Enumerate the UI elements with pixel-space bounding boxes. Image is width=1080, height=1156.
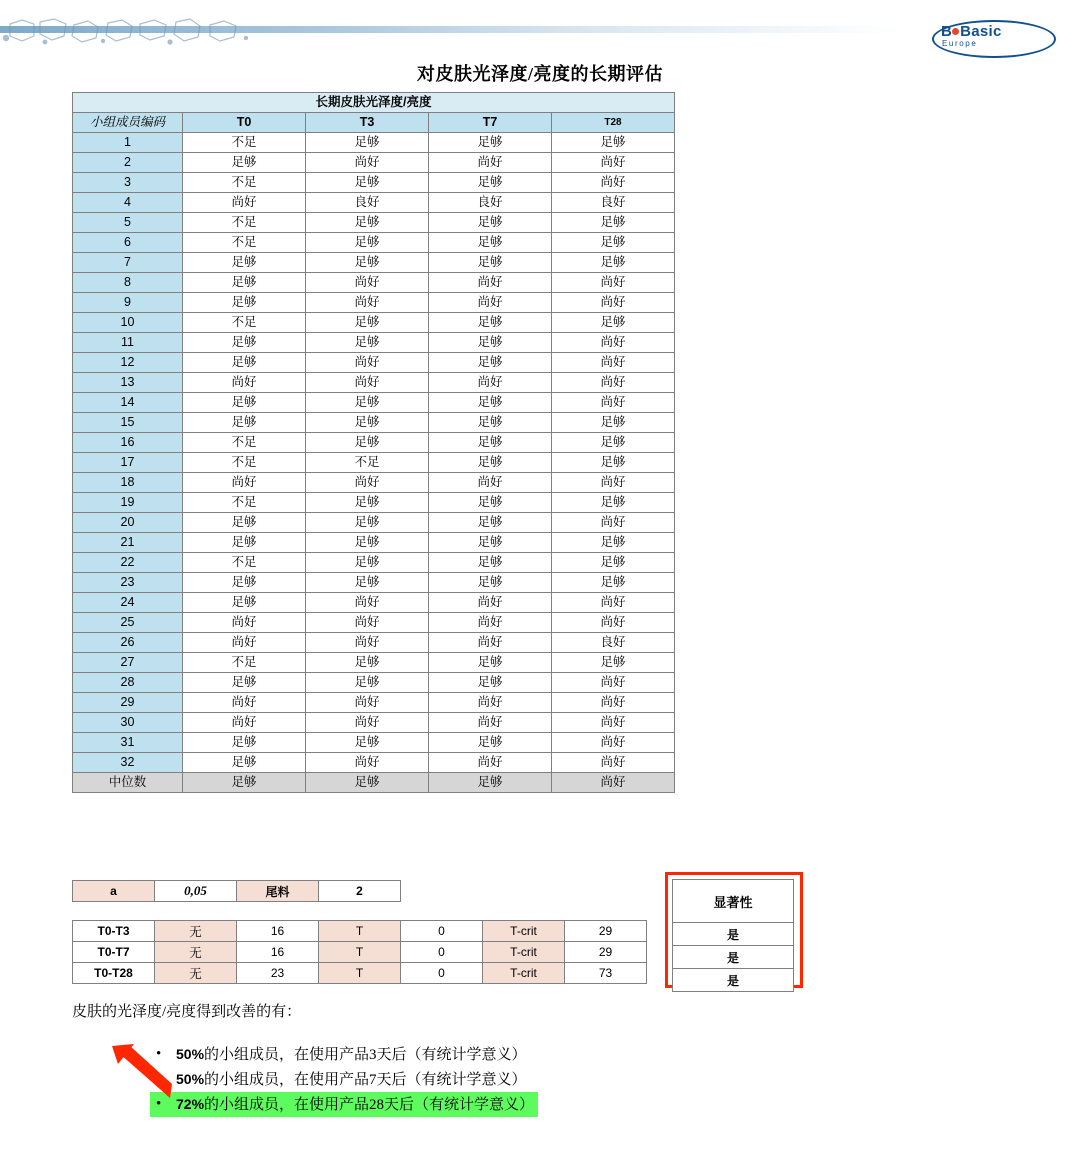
rating-cell: 足够 [552, 213, 675, 233]
median-value-cell: 足够 [183, 773, 306, 793]
red-arrow-annotation-icon [82, 1032, 172, 1107]
rating-cell: 良好 [552, 193, 675, 213]
table-caption-row [73, 93, 675, 113]
panelist-id-cell: 4 [73, 193, 183, 213]
rating-cell: 足够 [306, 533, 429, 553]
rating-cell: 足够 [306, 433, 429, 453]
table-row [73, 333, 675, 353]
column-header-t0: T0 [183, 113, 306, 133]
table-row [73, 713, 675, 733]
page-header [0, 18, 1080, 48]
rating-cell: 尚好 [552, 473, 675, 493]
rating-cell: 足够 [552, 413, 675, 433]
comparison-tcrit-label: T-crit [483, 921, 565, 942]
comparison-t-value: 0 [401, 963, 483, 984]
rating-cell: 足够 [183, 413, 306, 433]
rating-cell: 尚好 [552, 733, 675, 753]
rating-cell: 尚好 [306, 373, 429, 393]
rating-cell: 足够 [429, 173, 552, 193]
rating-cell: 足够 [552, 493, 675, 513]
table-row [73, 353, 675, 373]
rating-cell: 足够 [429, 253, 552, 273]
rating-cell: 足够 [429, 433, 552, 453]
median-label-cell: 中位数 [73, 773, 183, 793]
rating-cell: 足够 [306, 573, 429, 593]
panelist-id-cell: 16 [73, 433, 183, 453]
rating-cell: 不足 [183, 453, 306, 473]
panelist-id-cell: 18 [73, 473, 183, 493]
logo-wordmark [941, 23, 1002, 40]
median-value-cell: 足够 [306, 773, 429, 793]
rating-cell: 尚好 [306, 613, 429, 633]
rating-cell: 尚好 [552, 333, 675, 353]
rating-cell: 足够 [429, 353, 552, 373]
panelist-id-cell: 19 [73, 493, 183, 513]
rating-cell: 尚好 [552, 153, 675, 173]
rating-cell: 尚好 [429, 593, 552, 613]
table-row [73, 533, 675, 553]
rating-cell: 不足 [183, 433, 306, 453]
rating-cell: 足够 [429, 213, 552, 233]
rating-cell: 尚好 [306, 153, 429, 173]
gloss-evaluation-table [72, 92, 675, 793]
rating-cell: 尚好 [429, 713, 552, 733]
significance-value: 是 [673, 923, 794, 946]
table-row [73, 653, 675, 673]
significance-header-row [673, 880, 794, 923]
table-row [73, 493, 675, 513]
table-row [73, 173, 675, 193]
table-row [73, 453, 675, 473]
table-row [73, 233, 675, 253]
rating-cell: 尚好 [429, 473, 552, 493]
rating-cell: 足够 [552, 253, 675, 273]
rating-cell: 足够 [306, 173, 429, 193]
rating-cell: 尚好 [429, 753, 552, 773]
rating-cell: 尚好 [183, 473, 306, 493]
rating-cell: 良好 [429, 193, 552, 213]
rating-cell: 足够 [306, 133, 429, 153]
rating-cell: 足够 [306, 513, 429, 533]
rating-cell: 足够 [552, 233, 675, 253]
panelist-id-cell: 17 [73, 453, 183, 473]
rating-cell: 尚好 [183, 613, 306, 633]
list-item [150, 1092, 538, 1117]
panelist-id-cell: 29 [73, 693, 183, 713]
bullet-text-3: 的小组成员，在使用产品28天后（有统计学意义） [204, 1097, 535, 1113]
comparison-name: T0-T3 [73, 921, 155, 942]
table-row [73, 373, 675, 393]
panelist-id-cell: 2 [73, 153, 183, 173]
rating-cell: 足够 [429, 513, 552, 533]
panelist-id-cell: 15 [73, 413, 183, 433]
molecule-pattern-decoration [0, 18, 300, 46]
rating-cell: 尚好 [552, 373, 675, 393]
comparison-none: 无 [155, 963, 237, 984]
rating-cell: 尚好 [552, 273, 675, 293]
rating-cell: 尚好 [183, 693, 306, 713]
table-row [73, 253, 675, 273]
table-row [73, 633, 675, 653]
rating-cell: 足够 [306, 673, 429, 693]
alpha-parameters-table [72, 880, 401, 902]
table-row-median [73, 773, 675, 793]
alpha-label: a [73, 881, 155, 902]
comparison-tcrit-label: T-crit [483, 942, 565, 963]
comparison-tcrit-value: 73 [565, 963, 647, 984]
logo-text-bio: B [941, 23, 953, 40]
panelist-id-cell: 32 [73, 753, 183, 773]
rating-cell: 足够 [183, 593, 306, 613]
table-row [73, 593, 675, 613]
panelist-id-cell: 22 [73, 553, 183, 573]
comparison-t-label: T [319, 921, 401, 942]
table-row [73, 513, 675, 533]
rating-cell: 尚好 [552, 393, 675, 413]
logo-dot-icon [952, 28, 959, 35]
rating-cell: 尚好 [552, 293, 675, 313]
rating-cell: 良好 [306, 193, 429, 213]
rating-cell: 足够 [552, 133, 675, 153]
rating-cell: 尚好 [429, 693, 552, 713]
panelist-id-cell: 23 [73, 573, 183, 593]
bullet-text-1: 的小组成员，在使用产品3天后（有统计学意义） [204, 1047, 527, 1063]
rating-cell: 尚好 [429, 633, 552, 653]
median-value-cell: 尚好 [552, 773, 675, 793]
rating-cell: 足够 [429, 333, 552, 353]
comparison-tcrit-label: T-crit [483, 963, 565, 984]
rating-cell: 足够 [183, 353, 306, 373]
rating-cell: 尚好 [306, 353, 429, 373]
comparison-none: 无 [155, 921, 237, 942]
table-row [73, 273, 675, 293]
column-header-t3: T3 [306, 113, 429, 133]
rating-cell: 不足 [183, 213, 306, 233]
rating-cell: 足够 [306, 653, 429, 673]
comparison-none: 无 [155, 942, 237, 963]
table-row [73, 393, 675, 413]
table-row [73, 613, 675, 633]
rating-cell: 尚好 [552, 613, 675, 633]
table-header-row [73, 113, 675, 133]
rating-cell: 足够 [183, 673, 306, 693]
table-row [73, 753, 675, 773]
column-header-t7: T7 [429, 113, 552, 133]
significance-row [673, 923, 794, 946]
panelist-id-cell: 6 [73, 233, 183, 253]
significance-table [672, 879, 794, 992]
rating-cell: 不足 [183, 493, 306, 513]
significance-row [673, 969, 794, 992]
panelist-id-cell: 7 [73, 253, 183, 273]
rating-cell: 足够 [429, 453, 552, 473]
rating-cell: 不足 [306, 453, 429, 473]
rating-cell: 尚好 [429, 613, 552, 633]
table-row [73, 733, 675, 753]
rating-cell: 尚好 [429, 273, 552, 293]
comparison-tcrit-value: 29 [565, 942, 647, 963]
rating-cell: 足够 [306, 493, 429, 513]
page-title: 对皮肤光泽度/亮度的长期评估 [417, 64, 663, 84]
bullet-percent-1: 50% [176, 1046, 205, 1062]
rating-cell: 足够 [183, 513, 306, 533]
table-row [73, 293, 675, 313]
rating-cell: 足够 [429, 493, 552, 513]
panelist-id-cell: 14 [73, 393, 183, 413]
rating-cell: 足够 [429, 673, 552, 693]
rating-cell: 尚好 [552, 173, 675, 193]
rating-cell: 尚好 [306, 693, 429, 713]
table-row [73, 693, 675, 713]
rating-cell: 足够 [552, 433, 675, 453]
rating-cell: 尚好 [306, 293, 429, 313]
rating-cell: 足够 [552, 553, 675, 573]
comparison-name: T0-T28 [73, 963, 155, 984]
rating-cell: 足够 [183, 293, 306, 313]
statistics-block [72, 880, 732, 984]
rating-cell: 足够 [552, 453, 675, 473]
company-logo [932, 18, 1052, 62]
panelist-id-cell: 3 [73, 173, 183, 193]
table-row [73, 133, 675, 153]
rating-cell: 尚好 [552, 673, 675, 693]
rating-cell: 尚好 [306, 633, 429, 653]
tail-value: 2 [319, 881, 401, 902]
rating-cell: 足够 [183, 333, 306, 353]
significance-row [673, 946, 794, 969]
rating-cell: 足够 [429, 573, 552, 593]
conclusion-bullet-list [150, 1042, 750, 1117]
rating-cell: 不足 [183, 553, 306, 573]
rating-cell: 足够 [183, 273, 306, 293]
rating-cell: 不足 [183, 653, 306, 673]
rating-cell: 足够 [552, 573, 675, 593]
rating-cell: 尚好 [306, 473, 429, 493]
rating-cell: 尚好 [552, 353, 675, 373]
panelist-id-cell: 24 [73, 593, 183, 613]
panelist-id-cell: 21 [73, 533, 183, 553]
comparison-n: 16 [237, 942, 319, 963]
table-row [73, 413, 675, 433]
table-row [73, 473, 675, 493]
table-row [73, 553, 675, 573]
rating-cell: 尚好 [306, 753, 429, 773]
table-row [73, 433, 675, 453]
rating-cell: 尚好 [552, 693, 675, 713]
panelist-id-cell: 8 [73, 273, 183, 293]
rating-cell: 足够 [429, 393, 552, 413]
comparison-t-label: T [319, 963, 401, 984]
panelist-id-cell: 12 [73, 353, 183, 373]
rating-cell: 尚好 [552, 593, 675, 613]
comparison-t-label: T [319, 942, 401, 963]
rating-cell: 足够 [306, 313, 429, 333]
rating-cell: 足够 [183, 733, 306, 753]
rating-cell: 尚好 [183, 193, 306, 213]
significance-value: 是 [673, 969, 794, 992]
panelist-id-cell: 11 [73, 333, 183, 353]
rating-cell: 足够 [429, 533, 552, 553]
comparison-row [73, 942, 647, 963]
alpha-value: 0,05 [155, 881, 237, 902]
panelist-id-cell: 27 [73, 653, 183, 673]
alpha-row [73, 881, 401, 902]
rating-cell: 尚好 [552, 713, 675, 733]
gloss-evaluation-table-wrapper [72, 92, 674, 793]
comparison-row [73, 921, 647, 942]
significance-value: 是 [673, 946, 794, 969]
panelist-id-cell: 9 [73, 293, 183, 313]
rating-cell: 足够 [306, 233, 429, 253]
table-row [73, 313, 675, 333]
rating-cell: 尚好 [306, 713, 429, 733]
panelist-id-cell: 30 [73, 713, 183, 733]
rating-cell: 足够 [552, 313, 675, 333]
conclusion-intro: 皮肤的光泽度/亮度得到改善的有： [72, 1004, 302, 1020]
rating-cell: 尚好 [306, 273, 429, 293]
rating-cell: 足够 [306, 733, 429, 753]
column-header-id: 小组成员编码 [73, 113, 183, 133]
rating-cell: 足够 [552, 533, 675, 553]
bullet-percent-2: 50% [176, 1071, 205, 1087]
rating-cell: 足够 [306, 213, 429, 233]
comparison-t-value: 0 [401, 942, 483, 963]
panelist-id-cell: 31 [73, 733, 183, 753]
rating-cell: 尚好 [306, 593, 429, 613]
rating-cell: 足够 [429, 233, 552, 253]
comparison-n: 16 [237, 921, 319, 942]
table-row [73, 673, 675, 693]
rating-cell: 尚好 [552, 513, 675, 533]
rating-cell: 足够 [183, 533, 306, 553]
rating-cell: 不足 [183, 173, 306, 193]
rating-cell: 尚好 [183, 633, 306, 653]
significance-header: 显著性 [673, 880, 794, 923]
table-row [73, 213, 675, 233]
table-row [73, 193, 675, 213]
rating-cell: 足够 [429, 653, 552, 673]
panelist-id-cell: 5 [73, 213, 183, 233]
rating-cell: 足够 [552, 653, 675, 673]
rating-cell: 足够 [183, 573, 306, 593]
panelist-id-cell: 1 [73, 133, 183, 153]
rating-cell: 尚好 [183, 713, 306, 733]
column-header-t28: T28 [552, 113, 675, 133]
rating-cell: 足够 [429, 553, 552, 573]
logo-subtitle: Europe [942, 39, 978, 48]
comparison-t-value: 0 [401, 921, 483, 942]
tail-label: 尾料 [237, 881, 319, 902]
logo-text-basic: Basic [960, 23, 1002, 40]
rating-cell: 足够 [429, 733, 552, 753]
list-item [150, 1042, 750, 1067]
rating-cell: 足够 [429, 413, 552, 433]
comparison-row [73, 963, 647, 984]
comparison-tcrit-value: 29 [565, 921, 647, 942]
rating-cell: 足够 [306, 393, 429, 413]
comparison-name: T0-T7 [73, 942, 155, 963]
rating-cell: 足够 [183, 753, 306, 773]
rating-cell: 尚好 [183, 373, 306, 393]
comparison-n: 23 [237, 963, 319, 984]
median-value-cell: 足够 [429, 773, 552, 793]
table-caption: 长期皮肤光泽度/亮度 [73, 93, 675, 113]
rating-cell: 足够 [183, 393, 306, 413]
rating-cell: 足够 [183, 153, 306, 173]
comparison-results-table [72, 920, 647, 984]
bullet-percent-3: 72% [176, 1096, 205, 1112]
panelist-id-cell: 20 [73, 513, 183, 533]
rating-cell: 足够 [306, 413, 429, 433]
panelist-id-cell: 25 [73, 613, 183, 633]
rating-cell: 尚好 [429, 293, 552, 313]
list-item [150, 1067, 750, 1092]
table-row [73, 153, 675, 173]
panelist-id-cell: 28 [73, 673, 183, 693]
rating-cell: 尚好 [429, 373, 552, 393]
rating-cell: 足够 [306, 253, 429, 273]
panelist-id-cell: 10 [73, 313, 183, 333]
bullet-text-2: 的小组成员，在使用产品7天后（有统计学意义） [204, 1072, 527, 1088]
table-row [73, 573, 675, 593]
rating-cell: 足够 [429, 313, 552, 333]
rating-cell: 良好 [552, 633, 675, 653]
panelist-id-cell: 13 [73, 373, 183, 393]
panelist-id-cell: 26 [73, 633, 183, 653]
rating-cell: 不足 [183, 313, 306, 333]
rating-cell: 足够 [429, 133, 552, 153]
rating-cell: 足够 [183, 253, 306, 273]
rating-cell: 不足 [183, 133, 306, 153]
rating-cell: 足够 [306, 333, 429, 353]
rating-cell: 不足 [183, 233, 306, 253]
rating-cell: 足够 [306, 553, 429, 573]
rating-cell: 尚好 [429, 153, 552, 173]
rating-cell: 尚好 [552, 753, 675, 773]
